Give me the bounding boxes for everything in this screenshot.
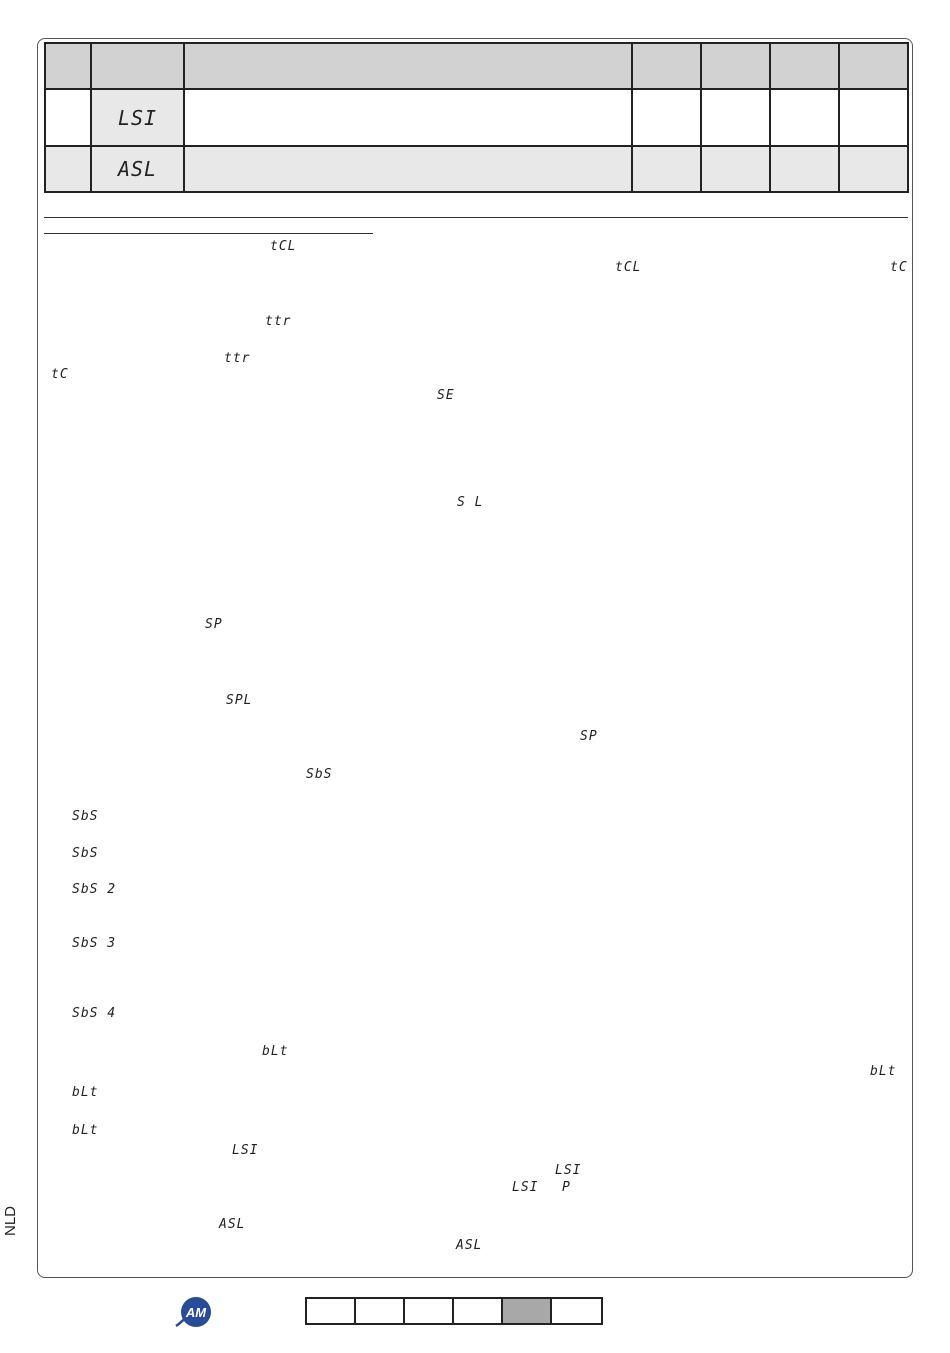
parameter-code: LSI	[117, 105, 158, 130]
heading-underline	[44, 233, 373, 234]
company-logo	[175, 1296, 213, 1328]
logo-text: AM	[185, 1305, 207, 1320]
page-tab-3[interactable]	[405, 1299, 454, 1323]
display-code: SP	[205, 617, 223, 632]
header-cell	[701, 43, 770, 89]
display-code: SPL	[226, 693, 253, 708]
header-cell	[45, 43, 91, 89]
table-row	[45, 146, 908, 192]
display-code: ttr	[265, 314, 292, 329]
page-tab-5[interactable]	[503, 1299, 552, 1323]
display-code: SbS	[306, 767, 333, 782]
table-cell	[632, 146, 701, 192]
display-code: SbS	[72, 846, 99, 861]
page-tab-4[interactable]	[454, 1299, 503, 1323]
page-tab-6[interactable]	[552, 1299, 601, 1323]
display-code: bLt	[870, 1064, 897, 1079]
parameter-table	[44, 42, 909, 193]
header-cell	[839, 43, 908, 89]
display-code: bLt	[262, 1044, 289, 1059]
display-code: LSI	[232, 1143, 259, 1158]
display-code: SbS 2	[72, 882, 117, 897]
table-cell	[701, 89, 770, 146]
display-code: SbS 3	[72, 936, 117, 951]
display-code: tC	[890, 260, 908, 275]
page-tab-1[interactable]	[307, 1299, 356, 1323]
display-code: ttr	[224, 351, 251, 366]
table-cell	[632, 89, 701, 146]
table-cell-code	[91, 146, 184, 192]
header-cell	[770, 43, 839, 89]
display-code: tCL	[270, 239, 297, 254]
display-code: bLt	[72, 1085, 99, 1100]
display-code: tC	[51, 367, 69, 382]
table-cell	[701, 146, 770, 192]
table-cell	[770, 89, 839, 146]
header-cell	[184, 43, 632, 89]
display-code: SP	[580, 729, 598, 744]
section-divider	[44, 217, 908, 218]
table-row	[45, 89, 908, 146]
table-cell	[45, 146, 91, 192]
display-code: bLt	[72, 1123, 99, 1138]
table-header-row	[45, 43, 908, 89]
table-cell-code	[91, 89, 184, 146]
language-label: NLD	[2, 1205, 19, 1236]
display-code: tCL	[615, 260, 642, 275]
page-tab-2[interactable]	[356, 1299, 405, 1323]
table-cell	[839, 89, 908, 146]
display-code: SbS	[72, 809, 99, 824]
page-section-tabs	[305, 1297, 603, 1325]
page-frame	[37, 38, 913, 1278]
display-code: LSI	[512, 1180, 539, 1195]
display-code: ASL	[219, 1217, 246, 1232]
table-cell	[184, 146, 632, 192]
display-code: S L	[457, 495, 484, 510]
display-code: SE	[437, 388, 455, 403]
display-code: SbS 4	[72, 1006, 117, 1021]
display-code: P	[562, 1180, 571, 1195]
display-code: LSI	[555, 1163, 582, 1178]
table-cell	[770, 146, 839, 192]
parameter-code: ASL	[117, 157, 158, 181]
table-cell	[184, 89, 632, 146]
table-cell	[839, 146, 908, 192]
table-cell	[45, 89, 91, 146]
header-cell	[632, 43, 701, 89]
display-code: ASL	[456, 1238, 483, 1253]
header-cell	[91, 43, 184, 89]
